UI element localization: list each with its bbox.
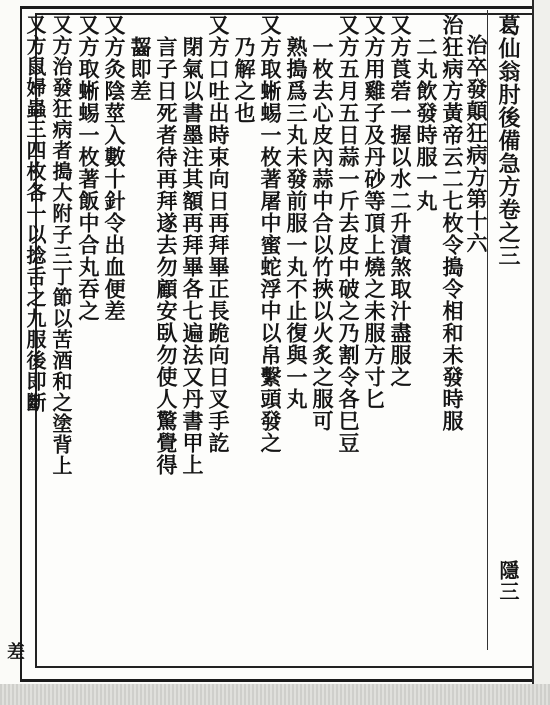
binding-edge (532, 0, 550, 690)
text-column: 閉氣以書墨注其額再拜畢各七遍法又丹書甲上 (180, 36, 205, 476)
text-column: 又方治發狂病者搗大附子三丁節以苦酒和之塗背上 (49, 14, 73, 476)
text-column: 又方鼠婦蟲三四枚各一以捻舌之九服後即斷 (23, 14, 47, 413)
text-column: 一枚去心皮內蒜中合以竹挾以火炙之服可 (310, 36, 335, 432)
book-title: 葛仙翁肘後備急方卷之三 (495, 14, 521, 267)
scan-border (0, 684, 550, 705)
text-column: 又方取蜥蜴一枚著飯中合丸吞之 (76, 14, 101, 322)
text-column: 齧即差 (128, 36, 153, 102)
text-column: 二丸飲發時服一丸 (414, 36, 439, 212)
text-column: 熟搗爲三丸未發前服一丸不止復與一丸 (284, 36, 309, 410)
text-column: 言子日死者待再拜遂去勿顧安臥勿使人驚覺得 (154, 36, 179, 476)
text-column: 治狂病方黃帝云二七枚令搗令相和未發時服 (440, 14, 465, 432)
text-column: 差 (4, 642, 25, 661)
chapter-title: 治卒發顛狂病方第十六 (464, 34, 489, 254)
text-column: 又方用雞子及丹砂等頂上燒之未服方寸匕 (362, 14, 387, 410)
text-column: 又方莨菪一握以水二升漬煞取汁盡服之 (388, 14, 413, 388)
text-column: 乃解之也 (232, 36, 257, 124)
text-column: 又方取蜥蜴一枚著屠中蜜蛇浮中以帛繫頭發之 (258, 14, 283, 454)
text-column: 又方口吐出時束向日再拜畢正長跪向日叉手訖 (206, 14, 231, 454)
text-column: 又方五月五日蒜一斤去皮中破之乃割令各巳豆 (336, 14, 361, 454)
text-column: 又方灸陰莖入數十針令出血便差 (102, 14, 127, 322)
page-number: 隱三 (496, 560, 520, 602)
